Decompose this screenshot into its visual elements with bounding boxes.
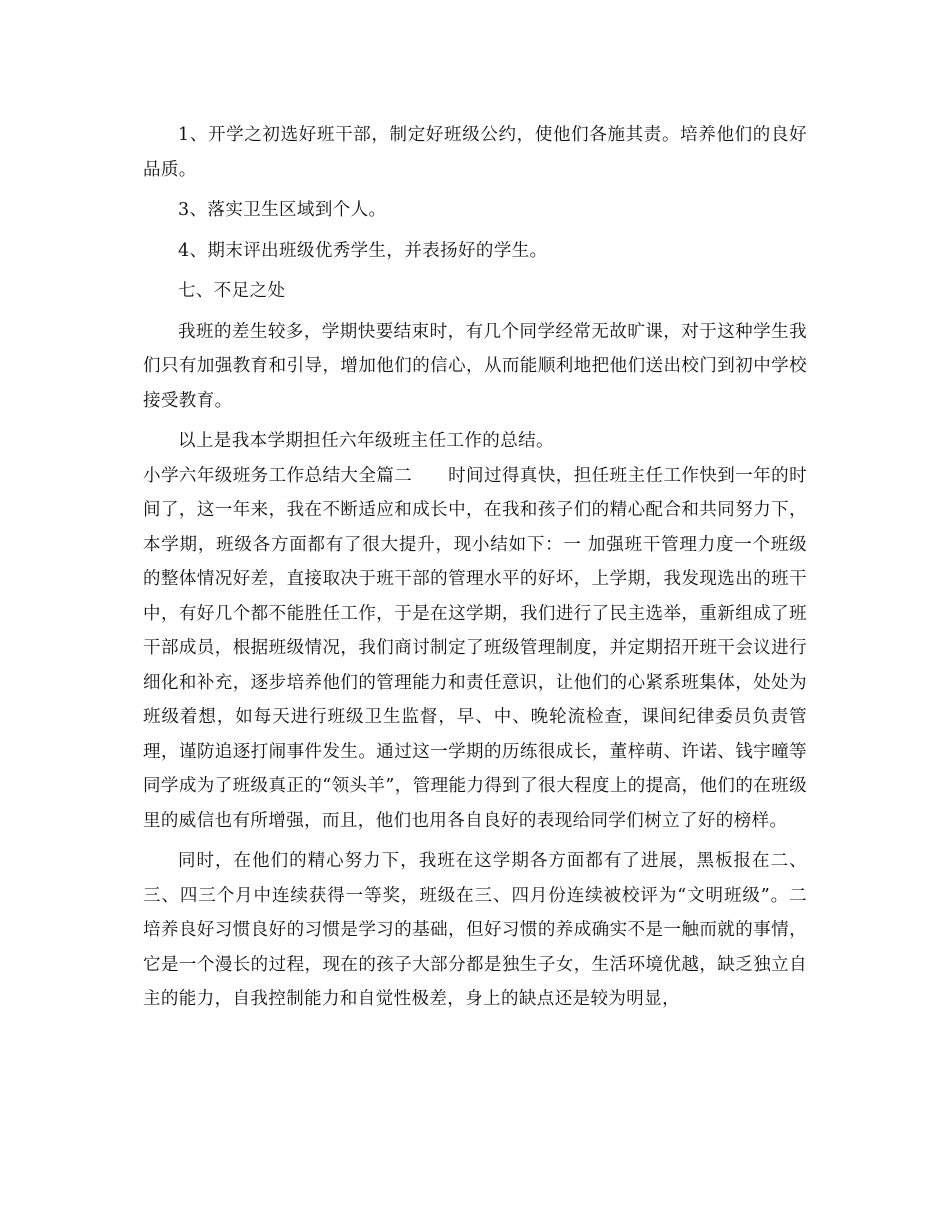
section-heading: 七、不足之处: [178, 281, 286, 301]
paragraph-2: 3、落实卫生区域到个人。: [178, 200, 387, 220]
paragraph-1: 1、开学之初选好班干部，制定好班级公约，使他们各施其责。培养他们的良好品质。: [143, 125, 807, 180]
document-body: [143, 118, 807, 1017]
paragraph-6: 小学六年级班务工作总结大全篇二 时间过得真快，担任班主任工作快到一年的时间了，这一年来，我在不断适应和成长中，在我和孩子们的精心配合和共同努力下，本学期，班级各方面都有了很大提升，现小结如下：一 加强班干管理力度一个班级的整体情况好差，直接取决于班干部的管理水平的好坏，上学期，我发现选出的班干中，有好几个都不能胜任工作，于是在这学期，我们进行了民主选举，重新组成了班干部成员，根据班级情况，我们商讨制定了班级管理制度，并定期招开班干会议进行细化和补充，逐步培养他们的管理能力和责任意识，让他们的心紧系班集体，处处为班级着想，如每天进行班级卫生监督，早、中、晚轮流检查，课间纪律委员负责管理，谨防追逐打闹事件发生。通过这一学期的历练很成长，董梓萌、许诺、钱宇曈等同学成为了班级真正的“领头羊”，管理能力得到了很大程度上的提高，他们的在班级里的威信也有所增强，而且，他们也用各自良好的表现给同学们树立了好的榜样。: [143, 465, 807, 831]
paragraph-7: 同时，在他们的精心努力下，我班在这学期各方面都有了进展，黑板报在二、三、四三个月中连续获得一等奖，班级在三、四月份连续被校评为“文明班级”。二 培养良好习惯良好的习惯是学习的基础，但好习惯的养成确实不是一触而就的事情，它是一个漫长的过程，现在的孩子大部分都是独生子女，生活环境优越，缺乏独立自主的能力，自我控制能力和自觉性极差，身上的缺点还是较为明显，: [143, 851, 807, 1009]
paragraph-4: 我班的差生较多，学期快要结束时，有几个同学经常无故旷课，对于这种学生我们只有加强教育和引导，增加他们的信心，从而能顺利地把他们送出校门到初中学校接受教育。: [143, 321, 807, 411]
paragraph-3: 4、期末评出班级优秀学生，并表扬好的学生。: [178, 240, 548, 261]
paragraph-5: 以上是我本学期担任六年级班主任工作的总结。: [178, 431, 554, 451]
